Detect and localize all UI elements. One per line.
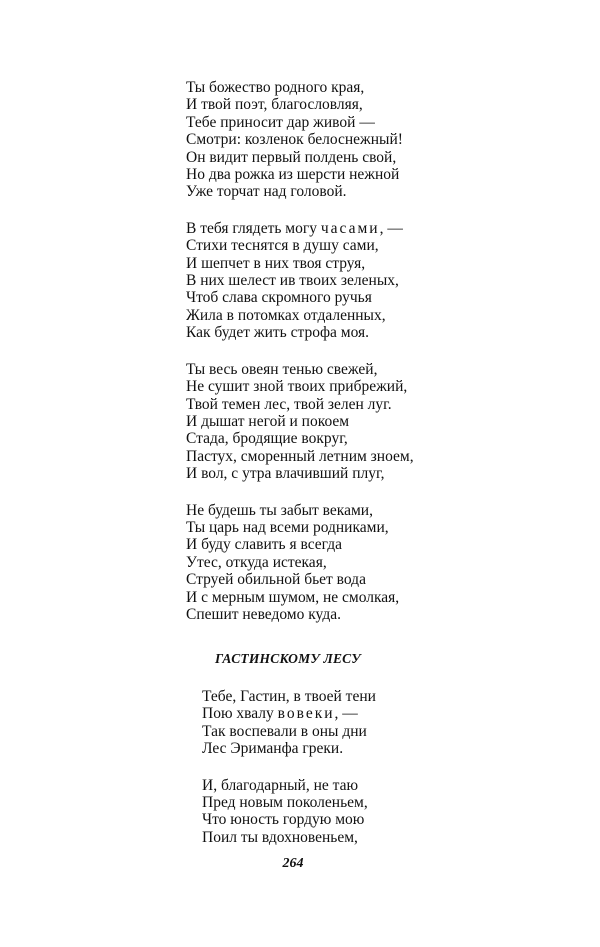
- poem-line: Поил ты вдохновеньем,: [202, 828, 358, 846]
- stanza-1: [186, 79, 486, 201]
- poem-line: Но два рожка из шерсти нежной: [186, 166, 400, 184]
- poem-emphasis: вовеки: [277, 705, 335, 723]
- poem-line: Твой темен лес, твой зелен луг.: [186, 395, 392, 413]
- poem-line: Струей обильной бьет вода: [186, 571, 366, 589]
- stanza-2: [202, 777, 502, 847]
- poem-line: Не сушит зной твоих прибрежий,: [186, 378, 408, 396]
- poem-line: Как будет жить строфа моя.: [186, 324, 370, 342]
- poem-line: Ты весь овеян тенью свежей,: [186, 360, 378, 378]
- poem-line: Спешит неведомо куда.: [186, 605, 341, 623]
- poem-line: И с мерным шумом, не смолкая,: [186, 588, 400, 606]
- poem-line: [202, 705, 502, 722]
- stanza-1: [202, 688, 502, 758]
- stanza-4: [186, 502, 486, 624]
- poem-line: Пастух, сморенный летним зноем,: [186, 447, 414, 465]
- poem-line-end: , —: [379, 219, 403, 237]
- poem-line: И дышат негой и покоем: [186, 412, 350, 430]
- poem-line: В них шелест ив твоих зеленых,: [186, 272, 399, 290]
- poem-line-start: В тебя глядеть могу: [186, 219, 321, 237]
- poem-line: Ты божество родного края,: [186, 79, 365, 96]
- poem-line: Не будешь ты забыт веками,: [186, 501, 373, 519]
- poem-line: И твой поэт, благословляя,: [186, 96, 363, 114]
- poem-line-end: , —: [334, 705, 358, 723]
- poem-line: Жила в потомках отдаленных,: [186, 306, 386, 324]
- poem-line: Стихи теснятся в душу сами,: [186, 237, 379, 255]
- poem-line: Тебе приносит дар живой —: [186, 113, 375, 131]
- poem-line: Уже торчат над головой.: [186, 183, 347, 201]
- poem-line: Что юность гордую мою: [202, 811, 365, 829]
- stanza-3: [186, 361, 486, 483]
- poem-line: И вол, с утра влачивший плуг,: [186, 465, 385, 483]
- poem-line: [186, 220, 486, 237]
- poem-title: ГАСТИНСКОМУ ЛЕСУ: [215, 651, 361, 666]
- stanza-2: [186, 220, 486, 342]
- poem-line: Утес, откуда истекая,: [186, 553, 327, 571]
- poem-line: Чтоб слава скромного ручья: [186, 289, 372, 307]
- poem-line: И буду славить я всегда: [186, 536, 343, 554]
- poem-2-text: [202, 688, 502, 865]
- poem-line: И, благодарный, не таю: [202, 776, 359, 794]
- poem-line: Так воспевали в оны дни: [202, 722, 367, 740]
- poem-emphasis: часами: [320, 219, 380, 237]
- page-number: 264: [282, 856, 304, 871]
- poem-text: [186, 79, 486, 642]
- poem-line: Стада, бродящие вокруг,: [186, 430, 348, 448]
- poem-line: Смотри: козленок белоснежный!: [186, 131, 403, 149]
- poem-line-start: Пою хвалу: [202, 705, 278, 723]
- poem-line: Лес Эриманфа греки.: [202, 740, 344, 758]
- poem-line: И шепчет в них твоя струя,: [186, 254, 366, 272]
- poem-line: Ты царь над всеми родниками,: [186, 518, 389, 536]
- poem-line: Пред новым поколеньем,: [202, 794, 368, 812]
- poem-line: Он видит первый полдень свой,: [186, 148, 397, 166]
- poem-line: Тебе, Гастин, в твоей тени: [202, 688, 376, 705]
